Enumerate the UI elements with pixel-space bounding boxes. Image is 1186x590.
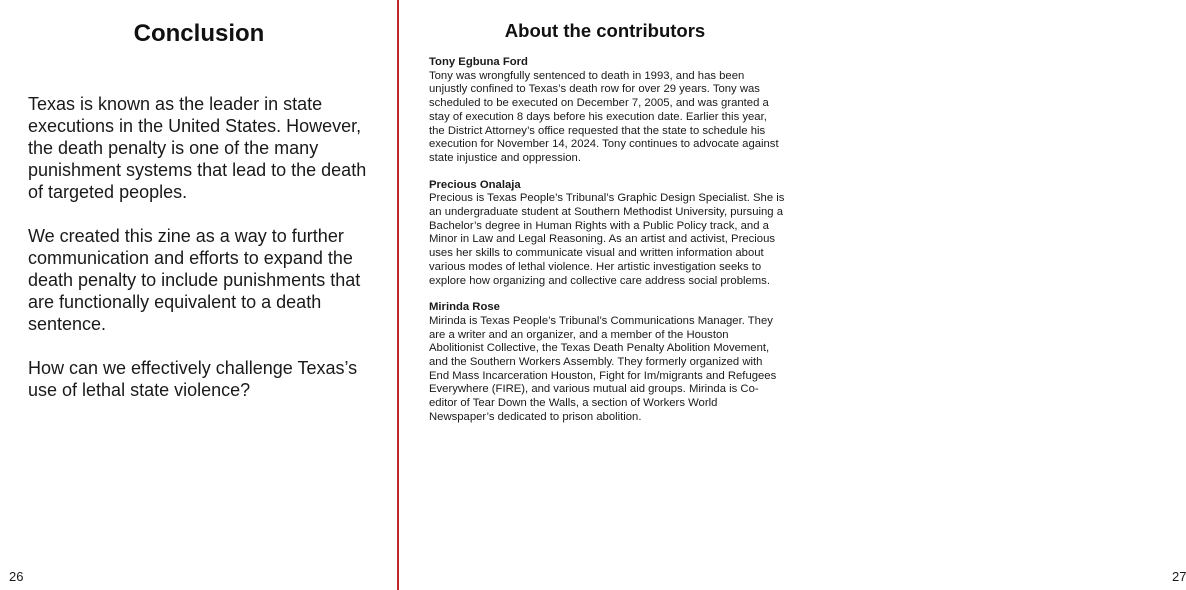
contributor-entry [429, 301, 785, 424]
conclusion-paragraph: We created this zine as a way to further communication and efforts to expand the death penalty to include punishments that are functionally equivalent to a death sentence. [28, 226, 361, 334]
contributor-name: Tony Egbuna Ford [429, 56, 528, 68]
left-page [0, 0, 398, 590]
contributor-bio: Precious is Texas People’s Tribunal’s Graphic Design Specialist. She is an undergraduate student at Southern Methodist University, pursuing a Bachelor’s degree in Human Rights with a Public Policy track, and a Minor in Law and Legal Reasoning. As an artist and activist, Precious uses her skills to communicate visual and written information about various modes of lethal violence. Her artistic investigation seeks to explore how organizing and collective care address social problems. [429, 192, 785, 287]
conclusion-body [28, 93, 378, 423]
contributors-heading: About the contributors [504, 20, 706, 41]
conclusion-paragraph: Texas is known as the leader in state executions in the United States. However, the death penalty is one of the many punishment systems that lead to the death of targeted peoples. [28, 94, 367, 202]
page-divider [397, 0, 399, 590]
contributor-bio: Mirinda is Texas People’s Tribunal’s Communications Manager. They are a writer and an organizer, and a member of the Houston Abolitionist Collective, the Texas Death Penalty Abolition Movement, and the Southern Workers Assembly. They formerly organized with End Mass Incarceration Houston, Fight for Im/migrants and Refugees Everywhere (FIRE), and various mutual aid groups. Mirinda is Co-editor of Tear Down the Walls, a section of Workers World Newspaper’s dedicated to prison abolition. [429, 314, 777, 423]
contributor-entry [429, 56, 785, 166]
page-number-left: 26 [9, 569, 24, 584]
conclusion-heading: Conclusion [133, 20, 265, 47]
contributor-bio: Tony was wrongfully sentenced to death in 1993, and has been unjustly confined to Texas’s death row for over 29 years. Tony was scheduled to be executed on December 7, 2005, and was granted a stay of execution 8 days before his execution date. Earlier this year, the District Attorney’s office requested that the state to schedule his execution for November 14, 2024. Tony continues to advocate against state injustice and oppression. [429, 69, 779, 164]
contributors-list [429, 56, 785, 438]
right-page [400, 0, 1186, 590]
page-number-right: 27 [1172, 569, 1186, 584]
contributor-name: Mirinda Rose [429, 301, 500, 314]
conclusion-question: How can we effectively challenge Texas’s use of lethal state violence? [28, 358, 358, 400]
contributor-name: Precious Onalaja [429, 178, 521, 191]
contributor-entry [429, 179, 785, 289]
